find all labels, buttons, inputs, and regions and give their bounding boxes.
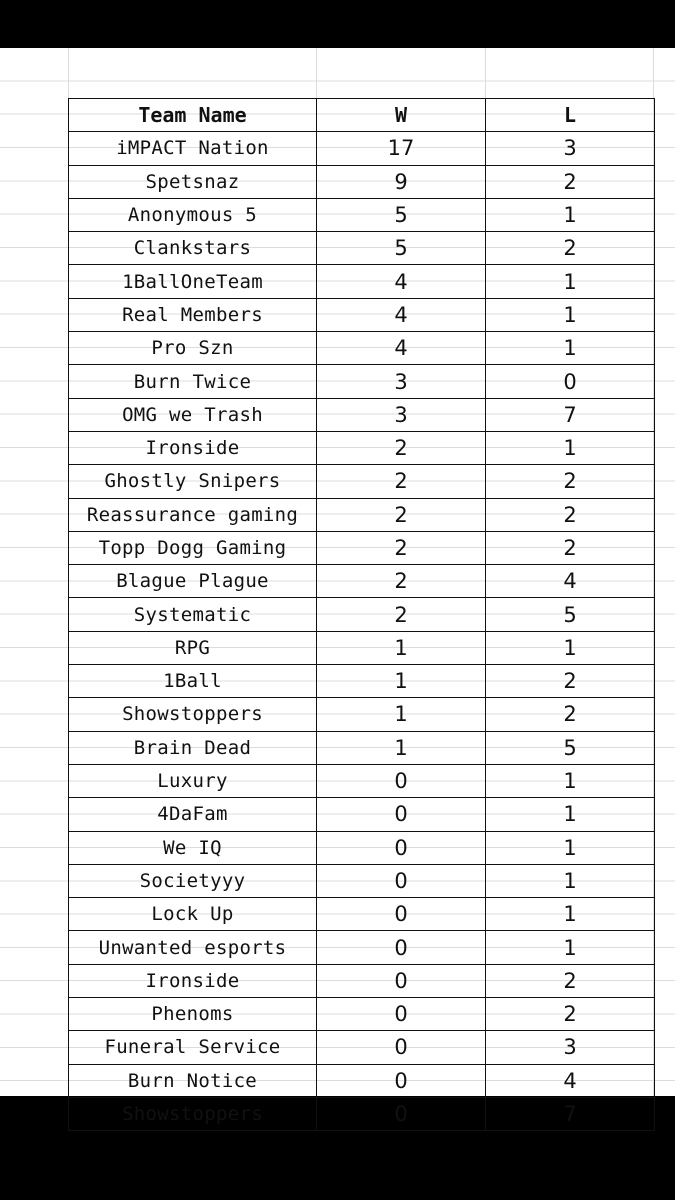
table-row bbox=[69, 898, 655, 931]
wins-cell[interactable]: 0 bbox=[317, 1097, 486, 1130]
team-name-cell[interactable]: Pro Szn bbox=[69, 332, 317, 365]
header-row bbox=[69, 99, 655, 132]
losses-cell[interactable]: 2 bbox=[486, 665, 655, 698]
wins-cell[interactable]: 4 bbox=[317, 298, 486, 331]
wins-cell[interactable]: 1 bbox=[317, 698, 486, 731]
table-row bbox=[69, 998, 655, 1031]
table-row bbox=[69, 1031, 655, 1064]
wins-cell[interactable]: 0 bbox=[317, 898, 486, 931]
team-name-cell[interactable]: 1Ball bbox=[69, 665, 317, 698]
table-row bbox=[69, 232, 655, 265]
losses-cell[interactable]: 3 bbox=[486, 132, 655, 165]
table-row bbox=[69, 398, 655, 431]
losses-cell[interactable]: 2 bbox=[486, 964, 655, 997]
team-name-cell[interactable]: Systematic bbox=[69, 598, 317, 631]
losses-cell[interactable]: 5 bbox=[486, 598, 655, 631]
losses-cell[interactable]: 1 bbox=[486, 931, 655, 964]
table-row bbox=[69, 698, 655, 731]
losses-cell[interactable]: 2 bbox=[486, 498, 655, 531]
wins-cell[interactable]: 2 bbox=[317, 598, 486, 631]
wins-cell[interactable]: 5 bbox=[317, 232, 486, 265]
table-row bbox=[69, 565, 655, 598]
wins-cell[interactable]: 3 bbox=[317, 398, 486, 431]
table-row bbox=[69, 631, 655, 664]
header-wins[interactable]: W bbox=[317, 99, 486, 132]
wins-cell[interactable]: 9 bbox=[317, 165, 486, 198]
team-name-cell[interactable]: Blague Plague bbox=[69, 565, 317, 598]
team-name-cell[interactable]: Burn Twice bbox=[69, 365, 317, 398]
wins-cell[interactable]: 2 bbox=[317, 531, 486, 564]
losses-cell[interactable]: 1 bbox=[486, 831, 655, 864]
table-row bbox=[69, 1064, 655, 1097]
wins-cell[interactable]: 0 bbox=[317, 864, 486, 897]
table-row bbox=[69, 598, 655, 631]
wins-cell[interactable]: 0 bbox=[317, 964, 486, 997]
wins-cell[interactable]: 17 bbox=[317, 132, 486, 165]
wins-cell[interactable]: 1 bbox=[317, 731, 486, 764]
losses-cell[interactable]: 5 bbox=[486, 731, 655, 764]
team-name-cell[interactable]: Real Members bbox=[69, 298, 317, 331]
header-losses[interactable]: L bbox=[486, 99, 655, 132]
team-name-cell[interactable]: Clankstars bbox=[69, 232, 317, 265]
losses-cell[interactable]: 1 bbox=[486, 265, 655, 298]
team-name-cell[interactable]: 1BallOneTeam bbox=[69, 265, 317, 298]
team-name-cell[interactable]: We IQ bbox=[69, 831, 317, 864]
table-row bbox=[69, 731, 655, 764]
table-row bbox=[69, 1097, 655, 1130]
losses-cell[interactable]: 2 bbox=[486, 531, 655, 564]
team-name-cell[interactable]: Ghostly Snipers bbox=[69, 465, 317, 498]
team-name-cell[interactable]: Spetsnaz bbox=[69, 165, 317, 198]
table-row bbox=[69, 931, 655, 964]
losses-cell[interactable]: 1 bbox=[486, 764, 655, 797]
wins-cell[interactable]: 4 bbox=[317, 265, 486, 298]
table-row bbox=[69, 864, 655, 897]
table-row bbox=[69, 964, 655, 997]
table-row bbox=[69, 165, 655, 198]
losses-cell[interactable]: 7 bbox=[486, 398, 655, 431]
wins-cell[interactable]: 5 bbox=[317, 198, 486, 231]
table-row bbox=[69, 665, 655, 698]
losses-cell[interactable]: 1 bbox=[486, 332, 655, 365]
table-row bbox=[69, 265, 655, 298]
wins-cell[interactable]: 1 bbox=[317, 631, 486, 664]
team-name-cell[interactable]: Topp Dogg Gaming bbox=[69, 531, 317, 564]
team-name-cell[interactable]: OMG we Trash bbox=[69, 398, 317, 431]
losses-cell[interactable]: 4 bbox=[486, 565, 655, 598]
team-name-cell[interactable]: 4DaFam bbox=[69, 798, 317, 831]
spreadsheet-area bbox=[0, 48, 675, 1127]
team-name-cell[interactable]: Ironside bbox=[69, 964, 317, 997]
losses-cell[interactable]: 0 bbox=[486, 365, 655, 398]
team-name-cell[interactable]: Reassurance gaming bbox=[69, 498, 317, 531]
team-name-cell[interactable]: Ironside bbox=[69, 431, 317, 464]
table-row bbox=[69, 198, 655, 231]
wins-cell[interactable]: 0 bbox=[317, 931, 486, 964]
losses-cell[interactable]: 2 bbox=[486, 698, 655, 731]
team-name-cell[interactable]: Luxury bbox=[69, 764, 317, 797]
team-name-cell[interactable]: RPG bbox=[69, 631, 317, 664]
wins-cell[interactable]: 0 bbox=[317, 798, 486, 831]
wins-cell[interactable]: 0 bbox=[317, 1064, 486, 1097]
team-name-cell[interactable]: Lock Up bbox=[69, 898, 317, 931]
table-row bbox=[69, 132, 655, 165]
losses-cell[interactable]: 2 bbox=[486, 165, 655, 198]
team-name-cell[interactable]: Showstoppers bbox=[69, 698, 317, 731]
team-name-cell[interactable]: Unwanted esports bbox=[69, 931, 317, 964]
losses-cell[interactable]: 4 bbox=[486, 1064, 655, 1097]
losses-cell[interactable]: 7 bbox=[486, 1097, 655, 1130]
wins-cell[interactable]: 2 bbox=[317, 565, 486, 598]
losses-cell[interactable]: 1 bbox=[486, 798, 655, 831]
team-name-cell[interactable]: Societyyy bbox=[69, 864, 317, 897]
losses-cell[interactable]: 2 bbox=[486, 998, 655, 1031]
wins-cell[interactable]: 4 bbox=[317, 332, 486, 365]
losses-cell[interactable]: 3 bbox=[486, 1031, 655, 1064]
team-name-cell[interactable]: Anonymous 5 bbox=[69, 198, 317, 231]
table-row bbox=[69, 431, 655, 464]
team-name-cell[interactable]: Phenoms bbox=[69, 998, 317, 1031]
table-row bbox=[69, 498, 655, 531]
table-row bbox=[69, 465, 655, 498]
wins-cell[interactable]: 0 bbox=[317, 764, 486, 797]
wins-cell[interactable]: 0 bbox=[317, 831, 486, 864]
wins-cell[interactable]: 0 bbox=[317, 998, 486, 1031]
losses-cell[interactable]: 1 bbox=[486, 864, 655, 897]
team-name-cell[interactable]: iMPACT Nation bbox=[69, 132, 317, 165]
wins-cell[interactable]: 0 bbox=[317, 1031, 486, 1064]
wins-cell[interactable]: 3 bbox=[317, 365, 486, 398]
losses-cell[interactable]: 1 bbox=[486, 431, 655, 464]
table-row bbox=[69, 831, 655, 864]
table-row bbox=[69, 764, 655, 797]
wins-cell[interactable]: 2 bbox=[317, 498, 486, 531]
losses-cell[interactable]: 2 bbox=[486, 232, 655, 265]
header-team-name[interactable]: Team Name bbox=[69, 99, 317, 132]
losses-cell[interactable]: 1 bbox=[486, 631, 655, 664]
losses-cell[interactable]: 1 bbox=[486, 298, 655, 331]
team-name-cell[interactable]: Funeral Service bbox=[69, 1031, 317, 1064]
wins-cell[interactable]: 2 bbox=[317, 431, 486, 464]
losses-cell[interactable]: 2 bbox=[486, 465, 655, 498]
team-name-cell[interactable]: Showstoppers bbox=[69, 1097, 317, 1130]
table-row bbox=[69, 531, 655, 564]
wins-cell[interactable]: 1 bbox=[317, 665, 486, 698]
table-row bbox=[69, 365, 655, 398]
team-name-cell[interactable]: Burn Notice bbox=[69, 1064, 317, 1097]
table-row bbox=[69, 798, 655, 831]
team-name-cell[interactable]: Brain Dead bbox=[69, 731, 317, 764]
wins-cell[interactable]: 2 bbox=[317, 465, 486, 498]
losses-cell[interactable]: 1 bbox=[486, 898, 655, 931]
standings-table bbox=[68, 98, 655, 1131]
table-row bbox=[69, 298, 655, 331]
table-row bbox=[69, 332, 655, 365]
losses-cell[interactable]: 1 bbox=[486, 198, 655, 231]
